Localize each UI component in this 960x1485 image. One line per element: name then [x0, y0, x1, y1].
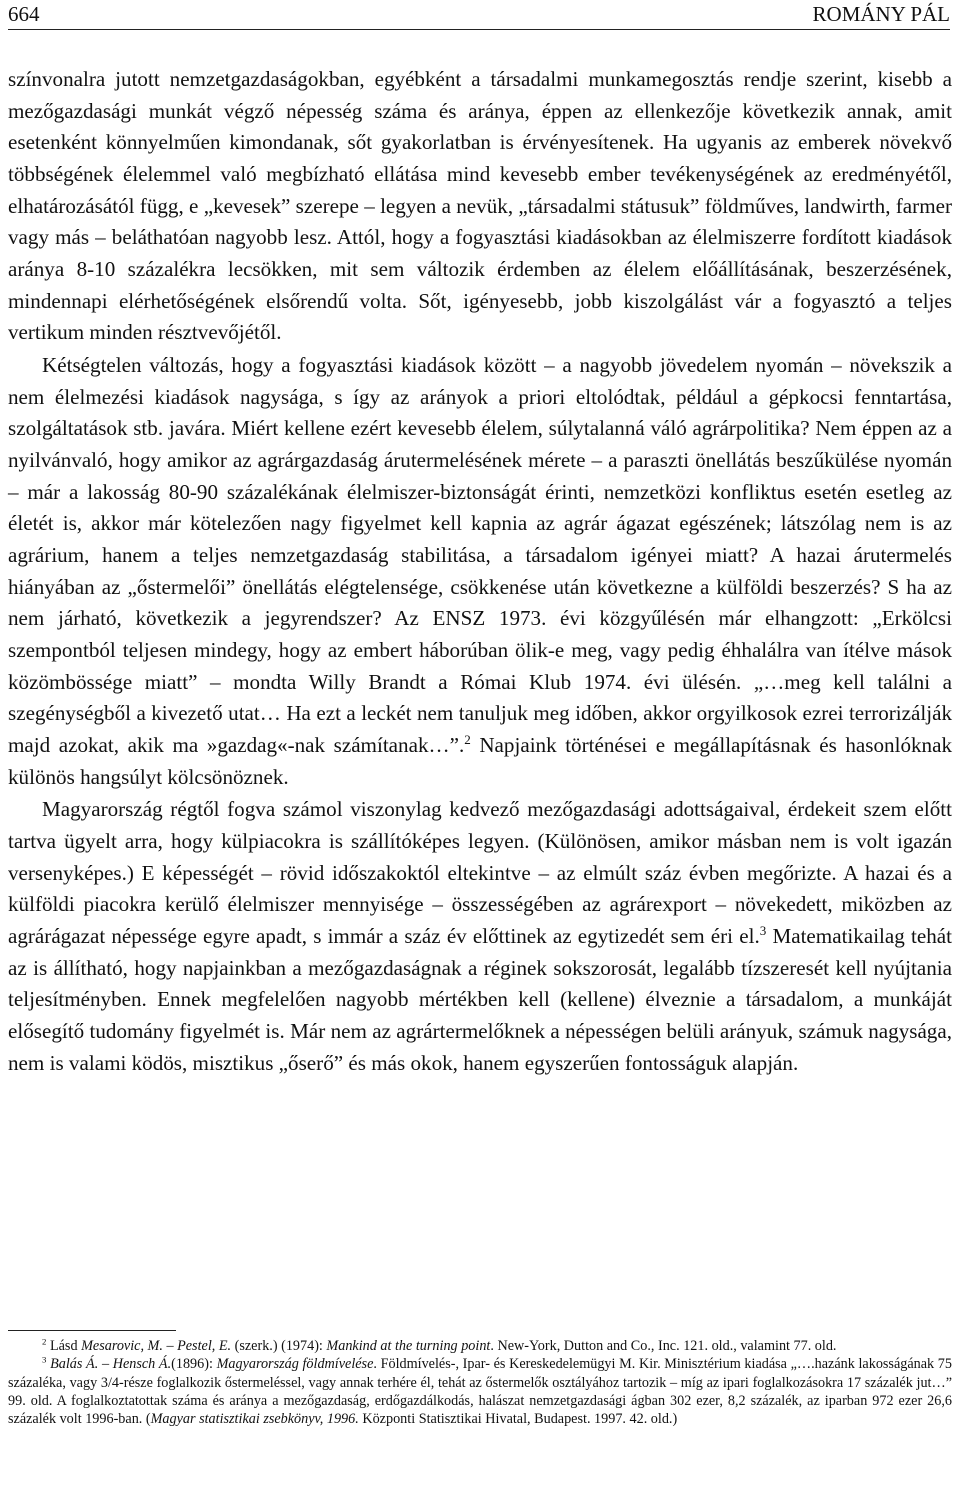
footnote-text: (szerk.) (1974): [231, 1338, 327, 1354]
footnote-text: Központi Statisztikai Hivatal, Budapest. 1997. 42. old.) [358, 1411, 678, 1428]
footnote-number: 2 [42, 1336, 47, 1347]
footnote-ref-2[interactable]: 2 [464, 732, 471, 748]
paragraph-3-text: Magyarország régtől fogva számol viszonylag kedvező mezőgazdasági adottságaival, érdekeit szem előtt tartva ügyelt arra, hogy külpiacokra is szállítóképes legyen. (Különösen, amikor másban nem is volt igazán versenyképes.) E képességét – rövid időszakoktól eltekintve – az elmúlt száz évben megőrizte. A hazai és a külföldi piacokra kerülő élelmiszer mennyisége – összességében az agrárexport – növekedett, miközben az agrárágazat népessége egyre apadt, s immár a száz év előttinek az egytizedét sem éri el. [8, 797, 952, 949]
footnote-3 [8, 1355, 952, 1428]
footnote-text: . New-York, Dutton and Co., Inc. 121. old., valamint 77. old. [490, 1338, 837, 1354]
footnote-ref-3[interactable]: 3 [759, 923, 767, 939]
footnote-text: (1896): [171, 1356, 217, 1373]
paragraph-2-text-end: Napjaink történései e megállapításnak és hasonlóknak különös hangsúlyt kölcsönöznek. [8, 733, 952, 789]
page-number: 664 [8, 2, 40, 26]
running-header [8, 2, 950, 30]
footnote-title: Magyarország földmívelése [216, 1356, 374, 1373]
footnote-author: Balás Á. – Hensch Á. [50, 1356, 172, 1373]
paragraph-3-text-end: Matematikailag tehát az is állítható, hogy napjainkban a mezőgazdaságnak a réginek sokszorosát, legalább tízszeresét kell nyújtania teljesítményben. Ennek megfelelően nagyobb mértékben kell (kellene) élveznie a társadalom, a munkáját elősegítő tudomány figyelmét is. Már nem az agrártermelőknek a népességen belüli arányuk, számuk nagysága, nem is valami ködös, misztikus „őserő” és más okok, hanem egyszerűen fontosságuk alapján. [8, 924, 952, 1075]
paragraph-1: színvonalra jutott nemzetgazdaságokban, egyébként a társadalmi munkamegosztás rendje szerint, kisebb a mezőgazdasági munkát végző népesség száma és aránya, éppen az ellenkezője következik annak, amit esetenként könnyelműen kimondanak, sőt gyakorlatban is érvényesítenek. Ha ugyanis az emberek növekvő többségének élelemmel való megbízható ellátása mind kevesebb ember tevékenységének az eredményétől, elhatározásától függ, e „kevesek” szerepe – legyen a nevük, „társadalmi státusuk” földműves, landwirth, farmer vagy más – beláthatóan nagyobb lesz. Attól, hogy a fogyasztási kiadásokban az élelmiszerre fordított kiadások aránya 8-10 százalékra lecsökken, mit sem változik érdemben az élelem előállításának, beszerzésének, mindennapi elérhetőségének elsőrendű volta. Sőt, igényesebb, jobb kiszolgálást vár a fogyasztó a teljes vertikum minden résztvevőjétől. [8, 67, 952, 345]
footnote-text: . Földmívelés-, Ipar- és Kereskedelemügyi M. Kir. Minisztérium kiadása „….hazánk lakosságának 75 százaléka, vagy 3/4-része foglalkozik őstermeléssel, vagy annak terhére él, tehát az őstermelők osztályához tartozik – míg az ipari foglalkozásokra 17 százalék jut…” 99. old. A foglalkoztatottak száma és aránya a mezőgazdaság, erdőgazdálkodás, halászat nemzetgazdasági ágban 302 ezer, 8,2 százalék, az iparban 972 ezer 26,6 százalék volt 1996-ban. ( [8, 1356, 952, 1428]
footnote-number: 3 [42, 1354, 47, 1365]
footnote-2 [8, 1337, 952, 1355]
footnote-text: Lásd [46, 1338, 82, 1354]
footnote-source: Magyar statisztikai zsebkönyv, 1996. [150, 1411, 359, 1428]
footnote-separator [8, 1330, 176, 1331]
running-head-author: ROMÁNY PÁL [812, 2, 950, 26]
paragraph-2-text: Kétségtelen változás, hogy a fogyasztási kiadások között – a nagyobb jövedelem nyomán – növekszik a nem élelmezési kiadások nagysága, s így az arányok a priori eltolódtak, például a gépkocsi fenntartása, szolgáltatások stb. javára. Miért kellene ezért kevesebb élelem, súlytalanná váló agrárpolitika? Nem éppen az a nyilvánvaló, hogy amikor az agrárgazdaság árutermelésének mérete – a paraszti önellátás beszűkülése nyomán – már a lakosság 80-90 százalékának élelmiszer-biztonságát érinti, nemzetközi konfliktus esetén esetleg az életét is, akkor már kötelezően nagy figyelmet kell kapnia az agrár ágazat egészének; látszólag nem is az agrárium, hanem a teljes nemzetgazdaság stabilitása, a társadalom igényei miatt? A hazai árutermelés hiányában az „őstermelői” önellátás elégtelensége, csökkenése után következne a külföldi beszerzés? S ha az nem járható, következik a jegyrendszer? Az ENSZ 1973. évi közgyűlésén már elhangzott: „Erkölcsi szempontból teljesen mindegy, hogy az embert háborúban ölik-e meg, vagy pedig éhhalálra van ítélve mások közömbössége miatt” – mondta Willy Brandt a Római Klub 1974. évi ülésén. „…meg kell találni a szegénységből a kivezető utat… Ha ezt a leckét nem tanuljuk meg időben, akkor orgyilkosok ezrei terrorizálják majd azokat, akik ma »gazdag«-nak számítanak…”. [8, 353, 952, 758]
footnote-title: Mankind at the turning point [326, 1338, 491, 1354]
body-text [8, 64, 952, 1080]
paragraph-2 [8, 350, 952, 793]
paragraph-3 [8, 794, 952, 1079]
footnotes [8, 1337, 952, 1428]
footnote-author: Mesarovic, M. – Pestel, E. [81, 1338, 232, 1354]
